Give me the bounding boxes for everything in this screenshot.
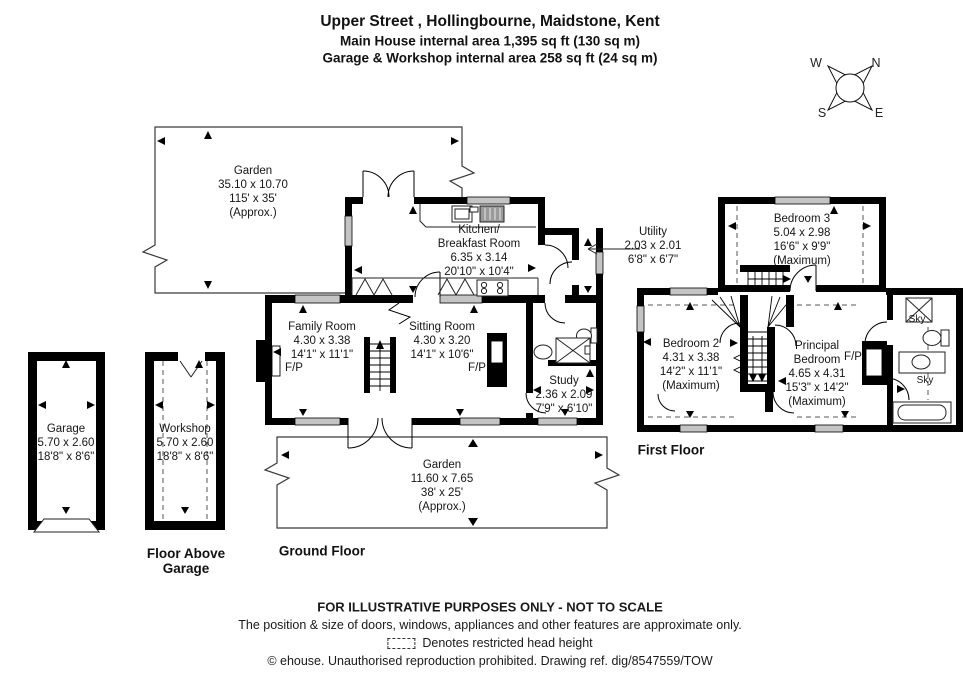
toilet-icon [923,330,949,346]
first-floor-title: First Floor [637,442,705,458]
room-label-workshop: Workshop 5.70 x 2.60 18'8" x 8'6" [156,422,214,464]
hob-icon [477,280,508,296]
garage-door-icon [34,519,99,532]
shower-icon [556,338,590,363]
main-house-area: Main House internal area 1,395 sq ft (130 sq m) [339,33,641,49]
compass-west: W [810,56,822,70]
ground-floor-title: Ground Floor [278,543,366,559]
sink-drainer-icon [480,206,504,222]
room-label-study: Study 2.36 x 2.09 7'9" x 6'10" [535,374,593,416]
first-floor-chimney-inset [866,349,882,376]
workshop-door [180,360,203,377]
skylight-tag-2: Sky [916,374,934,386]
footer-approximate-note: The position & size of doors, windows, appliances and other features are approximate only. [238,618,742,632]
compass-north: N [871,56,881,70]
page-title: Upper Street , Hollingbourne, Maidstone, Kent [320,13,660,30]
room-label-garden-bottom: Garden 11.60 x 7.65 38' x 25' (Approx.) [410,458,474,514]
room-label-bedroom2: Bedroom 2 4.31 x 3.38 14'2" x 11'1" (Maximum) [659,337,723,393]
ground-bathroom-fixtures [534,328,597,363]
room-label-principal-bedroom: Principal Bedroom 4.65 x 4.31 15'3" x 14'2" (Maximum) [785,339,849,409]
footer-copyright: © ehouse. Unauthorised reproduction prohibited. Drawing ref. dig/8547559/TOW [267,654,713,668]
fireplace-tag-principal: F/P [844,350,862,363]
floor-above-garage-title: Floor Above Garage [146,546,226,576]
room-label-garage: Garage 5.70 x 2.60 18'8" x 8'6" [37,422,95,464]
footer-restricted-height-key [387,636,592,650]
room-label-kitchen: Kitchen/ Breakfast Room 6.35 x 3.14 20'10" x 10'4" [437,223,521,279]
garden-top-outline [143,127,474,293]
room-label-sitting-room: Sitting Room 4.30 x 3.20 14'1" x 10'6" [409,320,475,362]
restricted-head-height-icon [387,638,415,649]
room-label-garden-top: Garden 35.10 x 10.70 115' x 35' (Approx.) [218,164,288,220]
compass-south: S [817,106,827,120]
room-label-bedroom3: Bedroom 3 5.04 x 2.98 16'6" x 9'9" (Maximum) [773,212,831,268]
fireplace-tag-family: F/P [285,361,303,374]
room-label-utility: Utility 2.03 x 2.01 6'8" x 6'7" [624,225,682,267]
skylight-tag-1: Sky [908,313,926,325]
room-label-family-room: Family Room 4.30 x 3.38 14'1" x 11'1" [288,320,356,362]
basin-icon [899,352,945,373]
bathtub-icon [893,402,951,423]
fireplace-tag-sitting: F/P [468,361,486,374]
compass-east: E [874,106,884,120]
staircase-ground [370,340,390,391]
basin-icon [534,345,552,359]
garage-workshop-area: Garage & Workshop internal area 258 sq ft (24 sq m) [322,50,658,66]
footer-disclaimer: FOR ILLUSTRATIVE PURPOSES ONLY - NOT TO SCALE [317,599,663,615]
compass-rose-icon [828,66,872,110]
restricted-head-height-text: Denotes restricted head height [422,636,593,650]
